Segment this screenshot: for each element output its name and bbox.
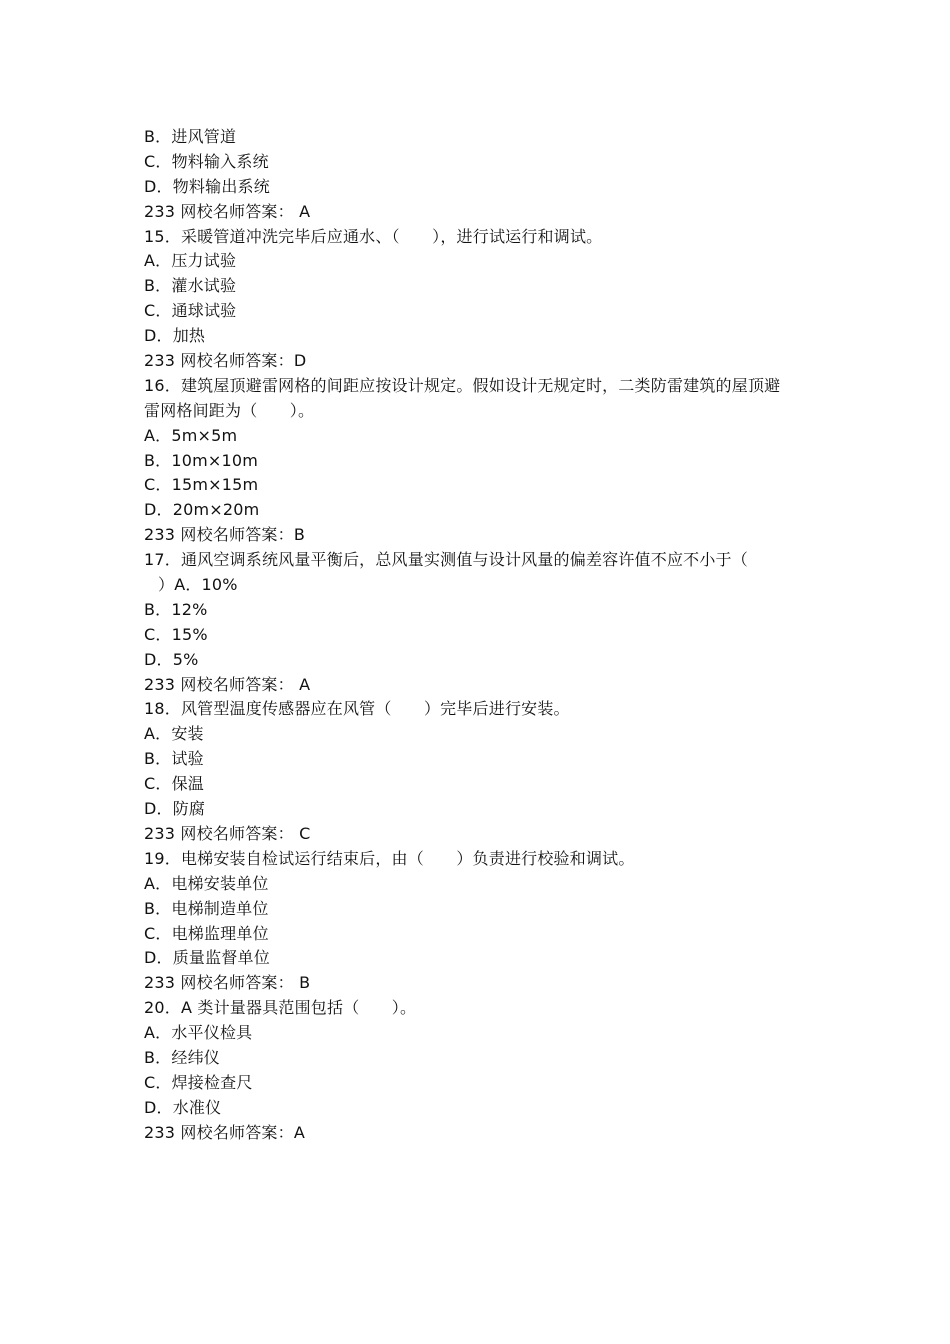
option-line: D．20m×20m: [144, 500, 260, 520]
answer-line: 233 网校名师答案：D: [144, 351, 307, 371]
answer-line: 233 网校名师答案： C: [144, 823, 311, 843]
question-line: 17．通风空调系统风量平衡后，总风量实测值与设计风量的偏差容许值不应不小于（: [144, 550, 748, 570]
option-line: A．水平仪检具: [144, 1023, 253, 1043]
option-line: B．试验: [144, 749, 204, 769]
option-line: A．安装: [144, 724, 204, 744]
option-line: B．灌水试验: [144, 276, 237, 296]
option-line: B．电梯制造单位: [144, 898, 269, 918]
option-line: D．防腐: [144, 799, 206, 819]
option-line: A．5m×5m: [144, 425, 238, 445]
question-line: 16．建筑屋顶避雷网格的间距应按设计规定。假如设计无规定时，二类防雷建筑的屋顶避: [144, 375, 781, 395]
option-line: C．物料输入系统: [144, 151, 269, 171]
answer-line: 233 网校名师答案： B: [144, 973, 311, 993]
option-line: D．水准仪: [144, 1097, 222, 1117]
question-line: 15．采暖管道冲洗完毕后应通水、（ ），进行试运行和调试。: [144, 226, 603, 246]
option-line: B．进风管道: [144, 127, 237, 146]
option-line: A．压力试验: [144, 251, 237, 271]
option-line: B．经纬仪: [144, 1047, 220, 1067]
answer-line: 233 网校名师答案： A: [144, 201, 311, 221]
option-line: C．电梯监理单位: [144, 923, 269, 943]
option-line: A．电梯安装单位: [144, 873, 269, 893]
option-line: D．质量监督单位: [144, 948, 270, 968]
answer-line: 233 网校名师答案：A: [144, 1122, 305, 1142]
option-line: C．焊接检查尺: [144, 1072, 253, 1092]
option-line: D．5%: [144, 649, 199, 669]
option-line: B．10m×10m: [144, 450, 259, 470]
option-line: C．通球试验: [144, 301, 237, 321]
option-line: B．12%: [144, 599, 208, 619]
question-list: [144, 125, 809, 1146]
question-line: 19．电梯安装自检试运行结束后，由（ ）负责进行校验和调试。: [144, 848, 635, 868]
question-line: 雷网格间距为（ ）。: [144, 400, 315, 420]
answer-line: 233 网校名师答案： A: [144, 674, 311, 694]
question-line: 18．风管型温度传感器应在风管（ ）完毕后进行安装。: [144, 699, 570, 719]
answer-line: 233 网校名师答案：B: [144, 525, 306, 545]
option-line: D．加热: [144, 326, 206, 346]
question-line: 20．A 类计量器具范围包括（ ）。: [144, 998, 417, 1018]
option-line: C．15m×15m: [144, 475, 259, 495]
option-line: D．物料输出系统: [144, 176, 270, 196]
option-line: C．保温: [144, 774, 204, 794]
question-line: ）A．10%: [158, 575, 238, 595]
option-line: C．15%: [144, 624, 208, 644]
